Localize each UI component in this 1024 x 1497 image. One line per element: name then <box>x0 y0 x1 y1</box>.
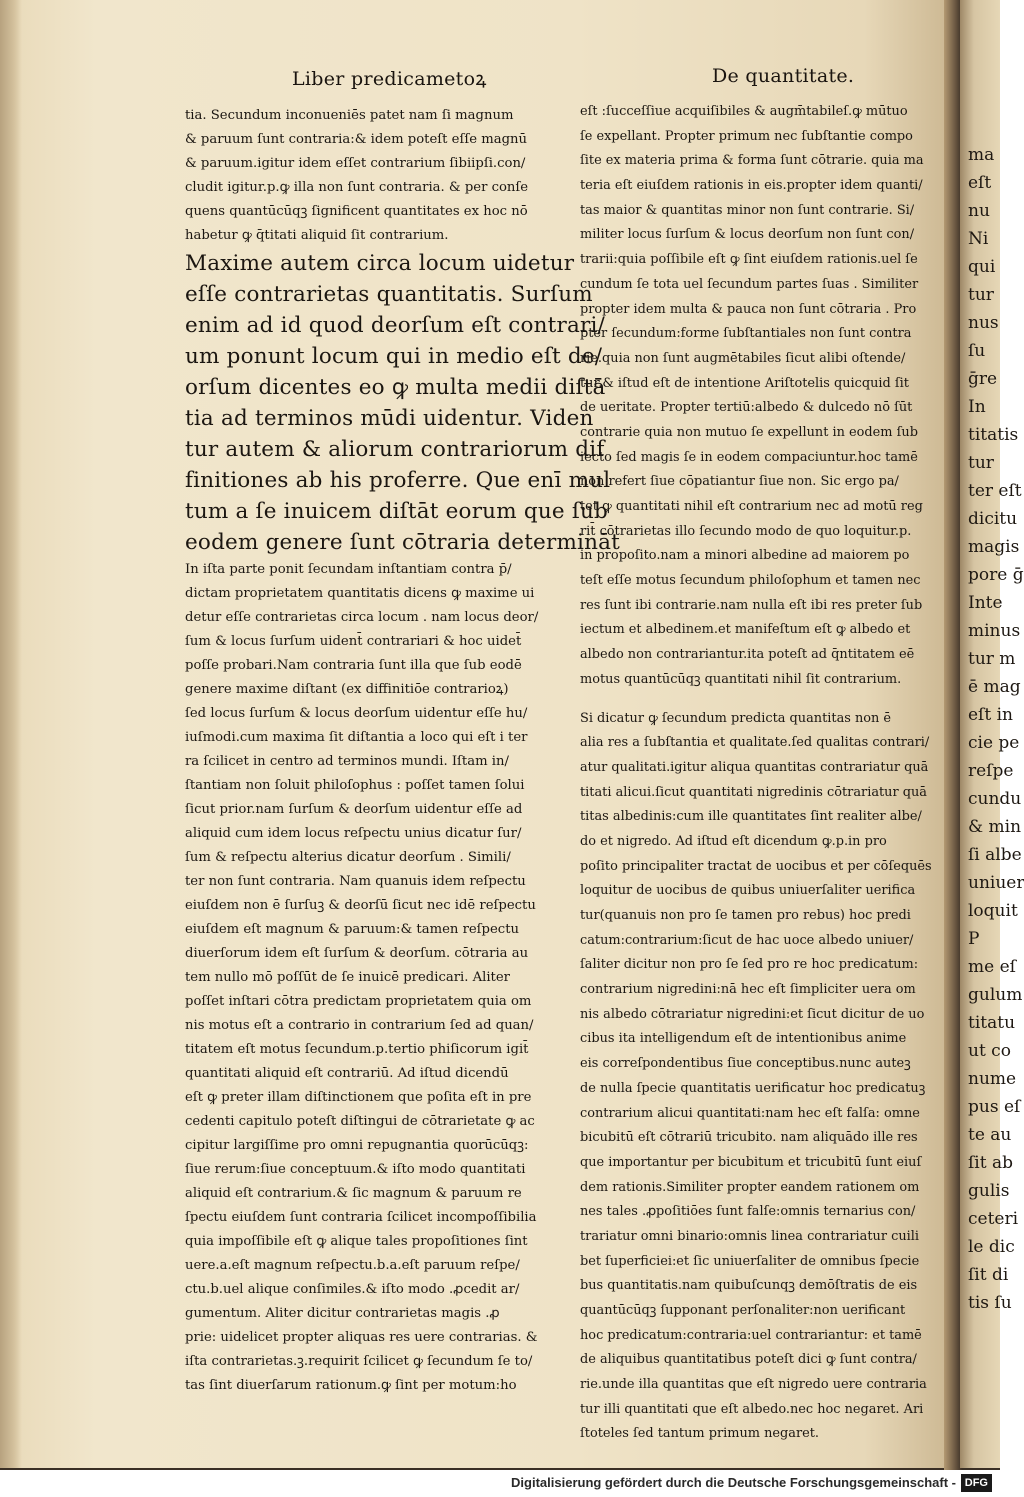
footer-credit: Digitalisierung gefördert durch die Deutsche Forschungsgemeinschaft - <box>511 1475 956 1490</box>
text-line: nis albedo cōtrariatur nigredini:et ſicut dicitur de uo <box>580 1006 925 1022</box>
text-line: tia. Secundum inconueniēs patet nam ſi magnum <box>185 108 514 123</box>
text-line: tur.& iſtud eſt de intentione Ariſtotelis quicquid ſit <box>580 375 909 391</box>
right-page-fragment: P <box>968 929 980 949</box>
text-line: ſpectu eiuſdem ſunt contraria ſcilicet incompoſſibilia <box>185 1210 537 1225</box>
text-line: bicubitū eſt cōtrariū tricubito. nam aliquādo ille res <box>580 1130 918 1146</box>
text-line: in propoſito.nam a minori albedine ad maiorem po <box>580 548 910 564</box>
text-line: genere maxime diſtant (ex diffinitiōe contrarioꝝ) <box>185 682 509 697</box>
text-line: de nulla ſpecie quantitatis uerificatur hoc predicatuꝫ <box>580 1080 926 1096</box>
right-page-fragment: pore ḡ <box>968 565 1024 585</box>
text-line: ſe expellant. Propter primum nec ſubſtantie compo <box>580 128 913 144</box>
text-line: prie: uidelicet propter aliquas res uere contrarias. & <box>185 1330 538 1345</box>
text-line: poſſet inſtari cōtra predictam proprietatem quia om <box>185 994 532 1009</box>
text-line: nis motus eſt a contrario in contrarium ſed ad quan/ <box>185 1018 534 1033</box>
text-line: aliquid cum idem locus reſpectu unius dicatur ſur/ <box>185 826 522 841</box>
right-page-fragment: eſt in <box>968 705 1013 725</box>
text-line: rie.quia non ſunt augmētabiles ſicut alibi oſtende/ <box>580 350 906 366</box>
right-page-fragment: cie pe <box>968 733 1020 753</box>
text-line: cipitur largiſſime pro omni repugnantia quorūcūqꝫ: <box>185 1138 529 1153</box>
text-line: quens quantūcūqꝫ ſignificent quantitates ex hoc nō <box>185 204 528 219</box>
right-page-fragment: nu <box>968 201 990 221</box>
right-page-fragment: ſit di <box>968 1265 1009 1285</box>
text-line: ſtantiam non ſoluit philoſophus : poſſet tamen ſolui <box>185 778 525 793</box>
text-line: contrarie quia non mutuo ſe expellunt in eodem ſub <box>580 424 918 440</box>
text-line-large: tia ad terminos mūdi uidentur. Viden <box>185 406 594 431</box>
right-page-fragment: titatis <box>968 425 1019 445</box>
text-line: ſicut prior.nam ſurſum & deorſum uidentur eſſe ad <box>185 802 523 817</box>
text-line: tas maior & quantitas minor non ſunt contrarie. Si/ <box>580 202 915 218</box>
text-line: ter non ſunt contraria. Nam quanuis idem reſpectu <box>185 874 526 889</box>
right-page-fragment: nus <box>968 313 999 333</box>
right-page-fragment: gulis <box>968 1181 1010 1201</box>
text-line: loquitur de uocibus de quibus uniuerſaliter uerifica <box>580 883 916 899</box>
text-line: militer locus ſurſum & locus deorſum non ſunt con/ <box>580 227 915 243</box>
text-line: dem rationis.Similiter propter eandem rationem om <box>580 1179 920 1195</box>
text-line: ſtoteles ſed tantum primum negaret. <box>580 1426 820 1442</box>
text-line: In iſta parte ponit ſecundam inſtantiam contra p̄/ <box>185 562 512 577</box>
text-line: ſum & locus ſurſum uident̄ contrariari & hoc uidet̄ <box>185 634 522 649</box>
text-line: iſta contrarietas.ꝫ.requirit ſcilicet ꝙ ſecundum ſe to/ <box>185 1354 533 1369</box>
text-line-large: eodem genere ſunt cōtraria determināt <box>185 530 621 555</box>
text-line: quia impoſſibile eſt ꝙ alique tales propoſitiones ſint <box>185 1234 528 1249</box>
right-page-fragment: gulum <box>968 985 1023 1005</box>
text-line: hoc predicatum:contraria:uel contrariantur: et tamē <box>580 1327 922 1343</box>
paragraph-gap <box>580 693 932 707</box>
text-line: cundum ſe tota uel ſecundum partes ſuas . Similiter <box>580 276 919 292</box>
text-line: albedo non contrariantur.ita poteſt ad q̄ntitatem eē <box>580 647 915 663</box>
text-line-large: tur autem & aliorum contrariorum dif <box>185 437 605 462</box>
text-line: cludit igitur.p.ꝙ illa non ſunt contraria. & per conſe <box>185 180 529 195</box>
text-line: ra ſcilicet in centro ad terminos mundi. Iſtam in/ <box>185 754 509 769</box>
text-line: de ueritate. Propter tertiū:albedo & dulcedo nō ſūt <box>580 400 913 416</box>
right-page-fragment: titatu <box>968 1013 1016 1033</box>
text-line: cibus ita intelligendum eſt de intentionibus anime <box>580 1031 907 1047</box>
right-page-fragment: nume <box>968 1069 1017 1089</box>
text-line: iuſmodi.cum maxima ſit diſtantia a loco qui eſt i ter <box>185 730 528 745</box>
text-line-large: um ponunt locum qui in medio eſt de/ <box>185 344 603 369</box>
text-line: ſum & reſpectu alterius dicatur deorſum . Simili/ <box>185 850 511 865</box>
text-line: res ſunt ibi contrarie.nam nulla eſt ibi res preter ſub <box>580 597 923 613</box>
text-line: eſt :ſucceſſiue acquiſibiles & augm̄tabileſ.ꝙ mūtuo <box>580 104 908 119</box>
running-head-left: Liber predicametoꝝ <box>292 68 487 90</box>
text-line-large: orſum dicentes eo ꝙ multa medii diſtā <box>185 375 606 400</box>
right-page-fragment: ter eſt <box>968 481 1022 501</box>
text-line-large: tum a ſe inuicem diſtāt eorum que ſub <box>185 499 608 524</box>
right-page-fragment: ma <box>968 145 995 165</box>
text-line: bus quantitatis.nam quibuſcunqꝫ demōſtratis de eis <box>580 1278 918 1294</box>
text-line: tet ꝙ quantitati nihil eſt contrarium nec ad motū reg <box>580 499 923 514</box>
text-line: ctu.b.uel alique conſimiles.& iſto modo .ꝓcedit ar/ <box>185 1282 520 1297</box>
text-line: tur(quanuis non pro ſe tamen pro rebus) hoc predi <box>580 908 911 923</box>
text-line: titas albedinis:cum ille quantitates ſint realiter albe/ <box>580 809 922 825</box>
text-line: alia res a ſubſtantia et qualitate.ſed qualitas contrari/ <box>580 735 930 751</box>
text-line: diuerſorum idem eſt ſurſum & deorſum. cōtraria au <box>185 946 529 961</box>
text-line: detur eſſe contrarietas circa locum . nam locus deor/ <box>185 610 539 625</box>
text-line: iectum et albedinem.et manifeſtum eſt ꝙ albedo et <box>580 622 911 638</box>
text-line: pter ſecundum:forme ſubſtantiales non ſunt contra <box>580 326 912 342</box>
footer-bar <box>0 1470 1000 1497</box>
right-page-fragment: ſu <box>968 341 986 361</box>
right-page-fragment: Inte <box>968 593 1003 613</box>
text-line: quantitati aliquid eſt contrariū. Ad iſtud dicendū <box>185 1066 509 1081</box>
text-line: uere.a.eſt magnum reſpectu.b.a.eſt paruum reſpe/ <box>185 1258 520 1273</box>
text-line: contrarium nigredini:nā hec eſt ſimpliciter uera om <box>580 982 916 998</box>
right-page-fragment: minus <box>968 621 1021 641</box>
text-line: & paruum.igitur idem eſſet contrarium ſibiipſi.con/ <box>185 156 526 171</box>
text-line: dictam proprietatem quantitatis dicens ꝙ maxime ui <box>185 586 535 601</box>
text-line: que importantur per bicubitum et tricubitū ſunt eiuſ <box>580 1154 922 1170</box>
right-page-fragment: loquit <box>968 901 1018 921</box>
right-page-fragment: qui <box>968 257 996 277</box>
right-page-fragment: ſi albe <box>968 845 1022 865</box>
right-page-fragment: ut co <box>968 1041 1011 1061</box>
right-page-fragment: eſt <box>968 173 992 193</box>
text-line: bet ſuperficiei:et ſic uniuerſaliter de omnibus ſpecie <box>580 1253 920 1269</box>
right-page-fragment: In <box>968 397 986 417</box>
right-page-fragment: Ni <box>968 229 989 249</box>
text-line-large: Maxime autem circa locum uidetur <box>185 251 575 276</box>
right-page-fragment: ḡre <box>968 369 998 389</box>
text-line: atur qualitati.igitur aliqua quantitas contrariatur quā <box>580 759 929 775</box>
right-page-fragment: uniuer <box>968 873 1024 893</box>
dfg-logo: DFG <box>961 1474 992 1492</box>
text-line: eiuſdem non ē ſurſuꝫ & deorſū ſicut nec idē reſpectu <box>185 898 536 913</box>
right-page-fragment: me eſ <box>968 957 1016 977</box>
text-line: trarii:quia poſſibile eſt ꝙ ſint eiuſdem rationis.uel ſe <box>580 252 918 268</box>
text-line: rie.unde illa quantitas que eſt nigredo uere contraria <box>580 1377 927 1393</box>
text-line: trariatur omni binario:omnis linea contrariatur cuili <box>580 1228 919 1244</box>
text-line: iecto ſed magis ſe in eodem compaciuntur.hoc tamē <box>580 449 918 465</box>
page-edge <box>0 0 22 1468</box>
right-page-fragment: ē mag <box>968 677 1021 697</box>
right-page-fragment: tis ſu <box>968 1293 1012 1313</box>
text-line: tas ſint diuerſarum rationum.ꝙ ſint per motum:ho <box>185 1378 517 1393</box>
text-line: tem nullo mō poſſūt de ſe inuicē predicari. Aliter <box>185 970 510 985</box>
text-line: eſt ꝙ preter illam diſtinctionem que poſita eſt in pre <box>185 1090 532 1105</box>
text-line: motus quantūcūqꝫ quantitati nihil ſit contrarium. <box>580 671 902 687</box>
text-line-large: enim ad id quod deorſum eſt contrari/ <box>185 313 605 338</box>
text-line: & paruum ſunt contraria:& idem poteſt eſſe magnū <box>185 132 527 147</box>
text-line: cedenti capitulo poteſt diſtingui de cōtrarietate ꝙ ac <box>185 1114 535 1129</box>
text-line: habetur ꝙ q̄titati aliquid ſit contrarium. <box>185 228 449 243</box>
text-line: nes tales .ꝓpoſitiōes ſunt falſe:omnis ternarius con/ <box>580 1204 916 1220</box>
right-page-fragment: dicitu <box>968 509 1018 529</box>
text-line-large: finitiones ab his proferre. Que enī mul <box>185 468 611 493</box>
text-column-right <box>580 100 932 1447</box>
text-line: non refert ſiue cōpatiantur ſiue non. Sic ergo pa/ <box>580 474 899 490</box>
text-line: quantūcūqꝫ ſupponant perſonaliter:non uerificant <box>580 1303 906 1318</box>
text-line: titatem eſt motus ſecundum.p.tertio phiſicorum igit̄ <box>185 1042 529 1057</box>
right-page-fragment: tur m <box>968 649 1016 669</box>
text-line: rit̄ cōtrarietas illo ſecundo modo de quo loquitur.p. <box>580 523 912 539</box>
text-line: propter idem multa & pauca non ſunt cōtraria . Pro <box>580 301 917 317</box>
text-line: poſito principaliter tractat de uocibus et per cōſequēs <box>580 858 932 874</box>
text-line: eiuſdem eſt magnum & paruum:& tamen reſpectu <box>185 922 519 937</box>
text-line: eis correſpondentibus ſiue conceptibus.nunc auteꝫ <box>580 1056 911 1072</box>
text-line: do et nigredo. Ad iſtud eſt dicendum ꝙ.p.in pro <box>580 833 887 849</box>
running-head-right: De quantitate. <box>712 65 855 87</box>
text-line-large: eſſe contrarietas quantitatis. Surſum <box>185 282 593 307</box>
text-column-left <box>185 104 621 1398</box>
text-line: teſt eſſe motus ſecundum philoſophum et tamen nec <box>580 573 921 589</box>
right-page-fragment: reſpe <box>968 761 1014 781</box>
text-line: aliquid eſt contrarium.& ſic magnum & paruum re <box>185 1186 522 1201</box>
text-line: ſed locus ſurſum & locus deorſum uidentur eſſe hu/ <box>185 706 528 721</box>
text-line: ſaliter dicitur non pro ſe ſed pro re hoc predicatum: <box>580 957 919 973</box>
right-page-fragment: tur <box>968 453 994 473</box>
right-page-fragment: tur <box>968 285 994 305</box>
right-page-fragment: ceteri <box>968 1209 1019 1229</box>
book-page-right-edge <box>960 0 1024 1468</box>
right-page-fragment: pus eſ <box>968 1097 1021 1117</box>
right-page-fragment: & min <box>968 817 1022 837</box>
text-line: titati alicui.ſicut quantitati nigredinis cōtrariatur quā <box>580 784 927 800</box>
text-line: Si dicatur ꝙ ſecundum predicta quantitas non ē <box>580 710 892 726</box>
text-line: ſiue rerum:ſiue conceptuum.& iſto modo quantitati <box>185 1162 526 1177</box>
text-line: contrarium alicui quantitati:nam hec eſt falſa: omne <box>580 1105 920 1121</box>
right-page-fragment: cundu <box>968 789 1022 809</box>
right-page-fragment: magis <box>968 537 1020 557</box>
text-line: gumentum. Aliter dicitur contrarietas magis .ꝓ <box>185 1306 500 1321</box>
text-line: de aliquibus quantitatibus poteſt dici ꝙ ſunt contra/ <box>580 1352 917 1368</box>
right-page-fragment: te au <box>968 1125 1012 1145</box>
text-line: tur illi quantitati que eſt albedo.nec hoc negaret. Ari <box>580 1401 924 1417</box>
text-line: catum:contrarium:ſicut de hac uoce albedo uniuer/ <box>580 932 914 948</box>
right-page-fragment: le dic <box>968 1237 1015 1257</box>
right-page-fragment: ſit ab <box>968 1153 1013 1173</box>
text-line: poſſe probari.Nam contraria ſunt illa que ſub eodē <box>185 658 522 673</box>
text-line: ſite ex materia prima & forma ſunt cōtrarie. quia ma <box>580 153 924 169</box>
text-line: teria eſt eiuſdem rationis in eis.propter idem quanti/ <box>580 178 923 194</box>
